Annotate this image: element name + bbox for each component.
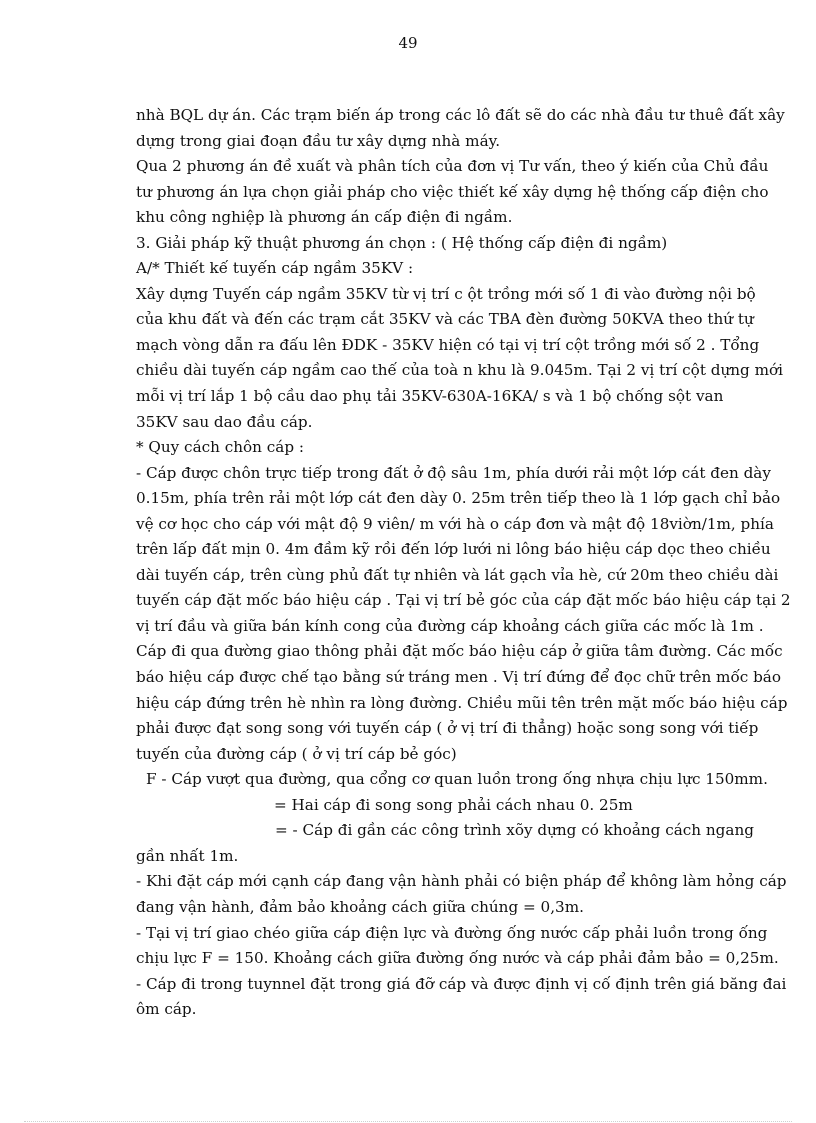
text-line: hiệu cáp đứng trên hè nhìn ra lòng đường. Chiều mũi tên trên mặt mốc báo hiệu cáp <box>136 693 788 712</box>
text-line: tuyến của đường cáp ( ở vị trí cáp bẻ góc) <box>136 744 457 763</box>
text-line: vệ cơ học cho cáp với mật độ 9 viên/ m với hà o cáp đơn và mật độ 18viờn/1m, phía <box>136 514 774 533</box>
text-line: dài tuyến cáp, trên cùng phủ đất tự nhiên và lát gạch vỉa hè, cứ 20m theo chiều dài <box>136 565 779 584</box>
text-line: 0.15m, phía trên rải một lớp cát đen dày 0. 25m trên tiếp theo là 1 lớp gạch chỉ bảo <box>136 489 781 508</box>
body-text <box>136 103 791 1023</box>
text-line: - Khi đặt cáp mới cạnh cáp đang vận hành phải có biện pháp để không làm hỏng cáp <box>136 872 787 891</box>
text-line: = - Cáp đi gần các công trình xõy dựng có khoảng cách ngang <box>275 821 754 840</box>
text-line: mỗi vị trí lắp 1 bộ cầu dao phụ tải 35KV-630A-16KA/ s và 1 bộ chống sột van <box>136 387 724 406</box>
subsection-heading: A/* Thiết kế tuyến cáp ngầm 35KV : <box>136 259 414 278</box>
text-line: = Hai cáp đi song song phải cách nhau 0. 25m <box>274 795 633 814</box>
text-line: trên lấp đất mịn 0. 4m đầm kỹ rồi đến lớp lưới ni lông báo hiệu cáp dọc theo chiều <box>136 540 771 559</box>
section-heading: 3. Giải pháp kỹ thuật phương án chọn : ( Hệ thống cấp điện đi ngầm) <box>136 233 668 252</box>
text-line: của khu đất và đến các trạm cắt 35KV và các TBA đèn đường 50KVA theo thứ tự <box>136 310 754 329</box>
text-line: tư phương án lựa chọn giải pháp cho việc thiết kế xây dựng hệ thống cấp điện cho <box>136 182 769 201</box>
text-line: - Tại vị trí giao chéo giữa cáp điện lực và đường ống nước cấp phải luồn trong ống <box>136 923 768 942</box>
text-line: tuyến cáp đặt mốc báo hiệu cáp . Tại vị trí bẻ góc của cáp đặt mốc báo hiệu cáp tại 2 <box>136 591 791 610</box>
text-line: Cáp đi qua đường giao thông phải đặt mốc báo hiệu cáp ở giữa tâm đường. Các mốc <box>136 642 783 661</box>
text-line: khu công nghiệp là phương án cấp điện đi ngầm. <box>136 208 513 227</box>
text-line: F - Cáp vượt qua đường, qua cổng cơ quan luồn trong ống nhựa chịu lực 150mm. <box>146 770 768 789</box>
page-bottom-rule <box>24 1121 792 1122</box>
text-line: chịu lực F = 150. Khoảng cách giữa đường ống nước và cáp phải đảm bảo = 0,25m. <box>136 949 779 968</box>
text-line: dựng trong giai đoạn đầu tư xây dựng nhà máy. <box>136 131 501 150</box>
text-line: nhà BQL dự án. Các trạm biến áp trong các lô đất sẽ do các nhà đầu tư thuê đất xây <box>136 106 785 124</box>
text-line: - Cáp được chôn trực tiếp trong đất ở độ sâu 1m, phía dưới rải một lớp cát đen dày <box>136 463 771 482</box>
subsection-heading: * Quy cách chôn cáp : <box>136 438 305 457</box>
text-line: mạch vòng dẫn ra đấu lên ĐDK - 35KV hiện có tại vị trí cột trồng mới số 2 . Tổng <box>136 335 760 354</box>
text-line: đang vận hành, đảm bảo khoảng cách giữa chúng = 0,3m. <box>136 897 584 916</box>
text-line: báo hiệu cáp được chế tạo bằng sứ tráng men . Vị trí đứng để đọc chữ trên mốc báo <box>136 668 782 687</box>
text-line: Qua 2 phương án đề xuất và phân tích của đơn vị Tư vấn, theo ý kiến của Chủ đầu <box>136 157 769 176</box>
page-number: 49 <box>398 34 418 52</box>
text-line: chiều dài tuyến cáp ngầm cao thế của toà n khu là 9.045m. Tại 2 vị trí cột dựng mới <box>136 361 783 380</box>
text-line: ôm cáp. <box>136 1000 197 1019</box>
text-line: 35KV sau dao đầu cáp. <box>136 412 313 431</box>
text-line: - Cáp đi trong tuynnel đặt trong giá đỡ cáp và được định vị cố định trên giá băng đai <box>136 974 787 993</box>
text-line: gần nhất 1m. <box>136 846 239 865</box>
text-line: phải được đạt song song với tuyến cáp ( ở vị trí đi thẳng) hoặc song song với tiếp <box>136 719 759 738</box>
text-line: vị trí đầu và giữa bán kính cong của đường cáp khoảng cách giữa các mốc là 1m . <box>136 616 764 635</box>
text-line: Xây dựng Tuyến cáp ngầm 35KV từ vị trí c ột trồng mới số 1 đi vào đường nội bộ <box>136 284 756 303</box>
